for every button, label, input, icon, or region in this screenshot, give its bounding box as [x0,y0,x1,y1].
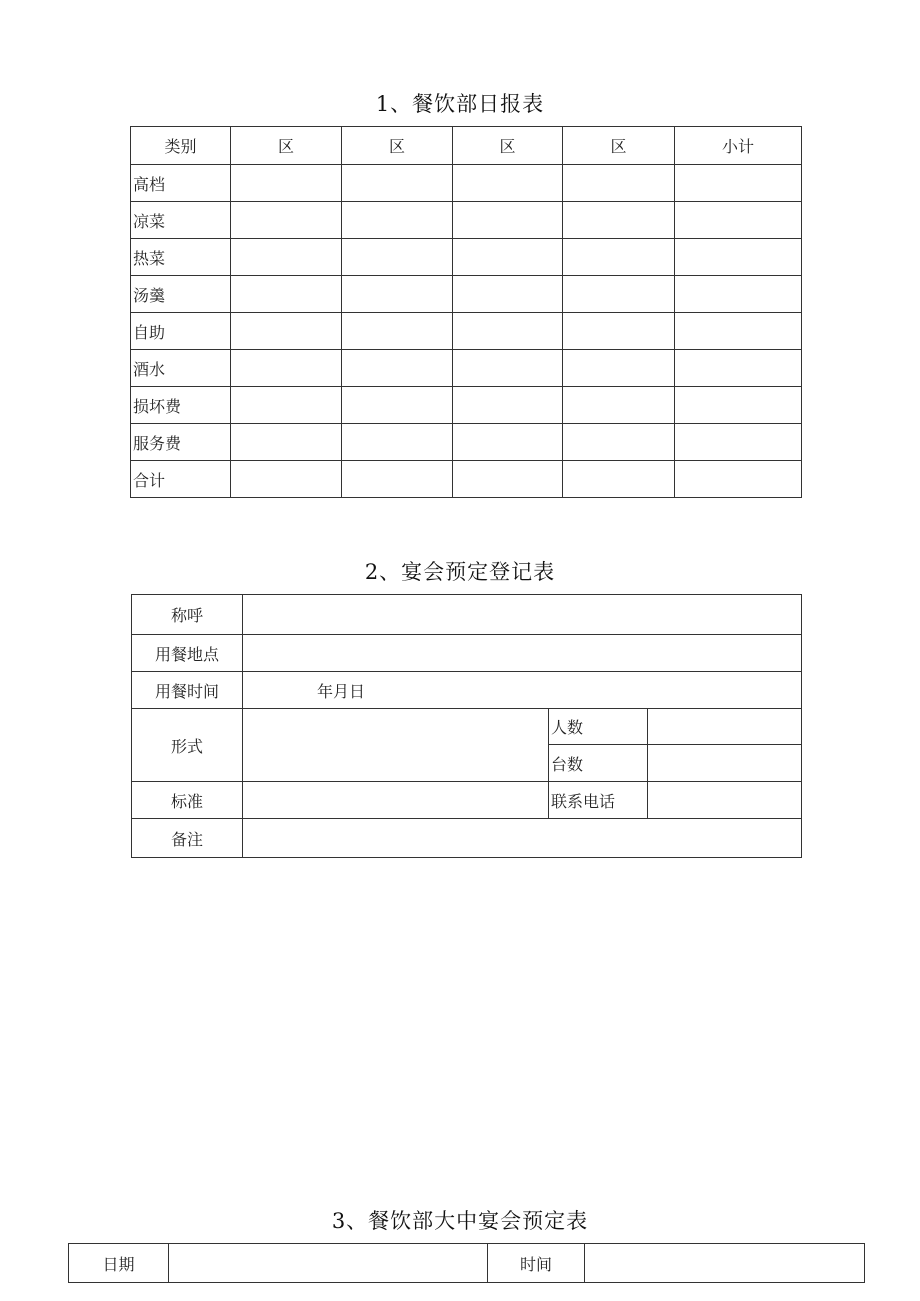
data-cell[interactable] [453,239,563,276]
row-label: 热菜 [131,239,231,276]
data-cell[interactable] [342,461,453,498]
data-cell[interactable] [563,387,675,424]
large-banquet-booking-table [68,1243,865,1283]
data-cell[interactable] [563,276,675,313]
date-label: 日期 [69,1244,169,1283]
table-row [131,461,802,498]
daily-report-table [130,126,802,498]
data-cell[interactable] [231,461,342,498]
data-cell[interactable] [231,239,342,276]
standard-field[interactable] [243,782,549,819]
form-label: 形式 [132,709,243,782]
data-cell[interactable] [453,461,563,498]
table-row [131,165,802,202]
time-input[interactable] [585,1244,865,1283]
form-field[interactable] [243,709,549,782]
table-row [131,239,802,276]
data-cell[interactable] [231,202,342,239]
data-cell[interactable] [675,387,802,424]
row-label: 酒水 [131,350,231,387]
data-cell[interactable] [342,276,453,313]
remarks-field[interactable] [243,819,802,858]
data-cell[interactable] [453,424,563,461]
data-cell[interactable] [453,202,563,239]
data-cell[interactable] [453,350,563,387]
data-cell[interactable] [563,165,675,202]
data-cell[interactable] [675,461,802,498]
row-label: 损坏费 [131,387,231,424]
data-cell[interactable] [231,276,342,313]
people-label: 人数 [549,709,648,745]
data-cell[interactable] [563,424,675,461]
location-label: 用餐地点 [132,635,243,672]
row-label: 服务费 [131,424,231,461]
data-cell[interactable] [231,387,342,424]
data-cell[interactable] [563,350,675,387]
data-cell[interactable] [675,276,802,313]
table-row [131,350,802,387]
daily-report-title: 1、餐饮部日报表 [375,92,545,116]
banquet-registration-table [131,594,802,858]
people-field[interactable] [648,709,802,745]
standard-label: 标准 [132,782,243,819]
date-input[interactable] [169,1244,488,1283]
row-label: 凉菜 [131,202,231,239]
name-label: 称呼 [132,595,243,635]
data-cell[interactable] [563,313,675,350]
name-field[interactable] [243,595,802,635]
data-cell[interactable] [453,276,563,313]
row-label: 汤羹 [131,276,231,313]
row-label: 合计 [131,461,231,498]
data-cell[interactable] [342,313,453,350]
data-cell[interactable] [231,424,342,461]
location-field[interactable] [243,635,802,672]
table-row [131,313,802,350]
data-cell[interactable] [342,387,453,424]
data-cell[interactable] [563,239,675,276]
tables-label: 台数 [549,745,648,782]
phone-field[interactable] [648,782,802,819]
data-cell[interactable] [675,350,802,387]
data-cell[interactable] [675,165,802,202]
header-zone-1: 区 [231,127,342,165]
data-cell[interactable] [675,202,802,239]
data-cell[interactable] [453,165,563,202]
data-cell[interactable] [342,165,453,202]
time-label-3: 时间 [488,1244,585,1283]
large-banquet-booking-title: 3、餐饮部大中宴会预定表 [331,1209,589,1233]
header-zone-3: 区 [453,127,563,165]
data-cell[interactable] [231,313,342,350]
table-row [131,387,802,424]
tables-field[interactable] [648,745,802,782]
row-label: 自助 [131,313,231,350]
table-row [131,424,802,461]
data-cell[interactable] [342,424,453,461]
data-cell[interactable] [342,239,453,276]
data-cell[interactable] [342,202,453,239]
header-subtotal: 小计 [675,127,802,165]
data-cell[interactable] [231,350,342,387]
data-cell[interactable] [342,350,453,387]
table-row [131,202,802,239]
time-label: 用餐时间 [132,672,243,709]
date-field[interactable]: 年月日 [243,672,802,709]
table-row [131,276,802,313]
remarks-label: 备注 [132,819,243,858]
row-label: 高档 [131,165,231,202]
header-zone-2: 区 [342,127,453,165]
data-cell[interactable] [675,424,802,461]
phone-label: 联系电话 [549,782,648,819]
data-cell[interactable] [563,461,675,498]
data-cell[interactable] [453,313,563,350]
data-cell[interactable] [453,387,563,424]
data-cell[interactable] [675,239,802,276]
banquet-registration-title: 2、宴会预定登记表 [364,560,556,584]
header-category: 类别 [131,127,231,165]
data-cell[interactable] [675,313,802,350]
data-cell[interactable] [563,202,675,239]
data-cell[interactable] [231,165,342,202]
daily-report-header-row [131,127,802,165]
header-zone-4: 区 [563,127,675,165]
